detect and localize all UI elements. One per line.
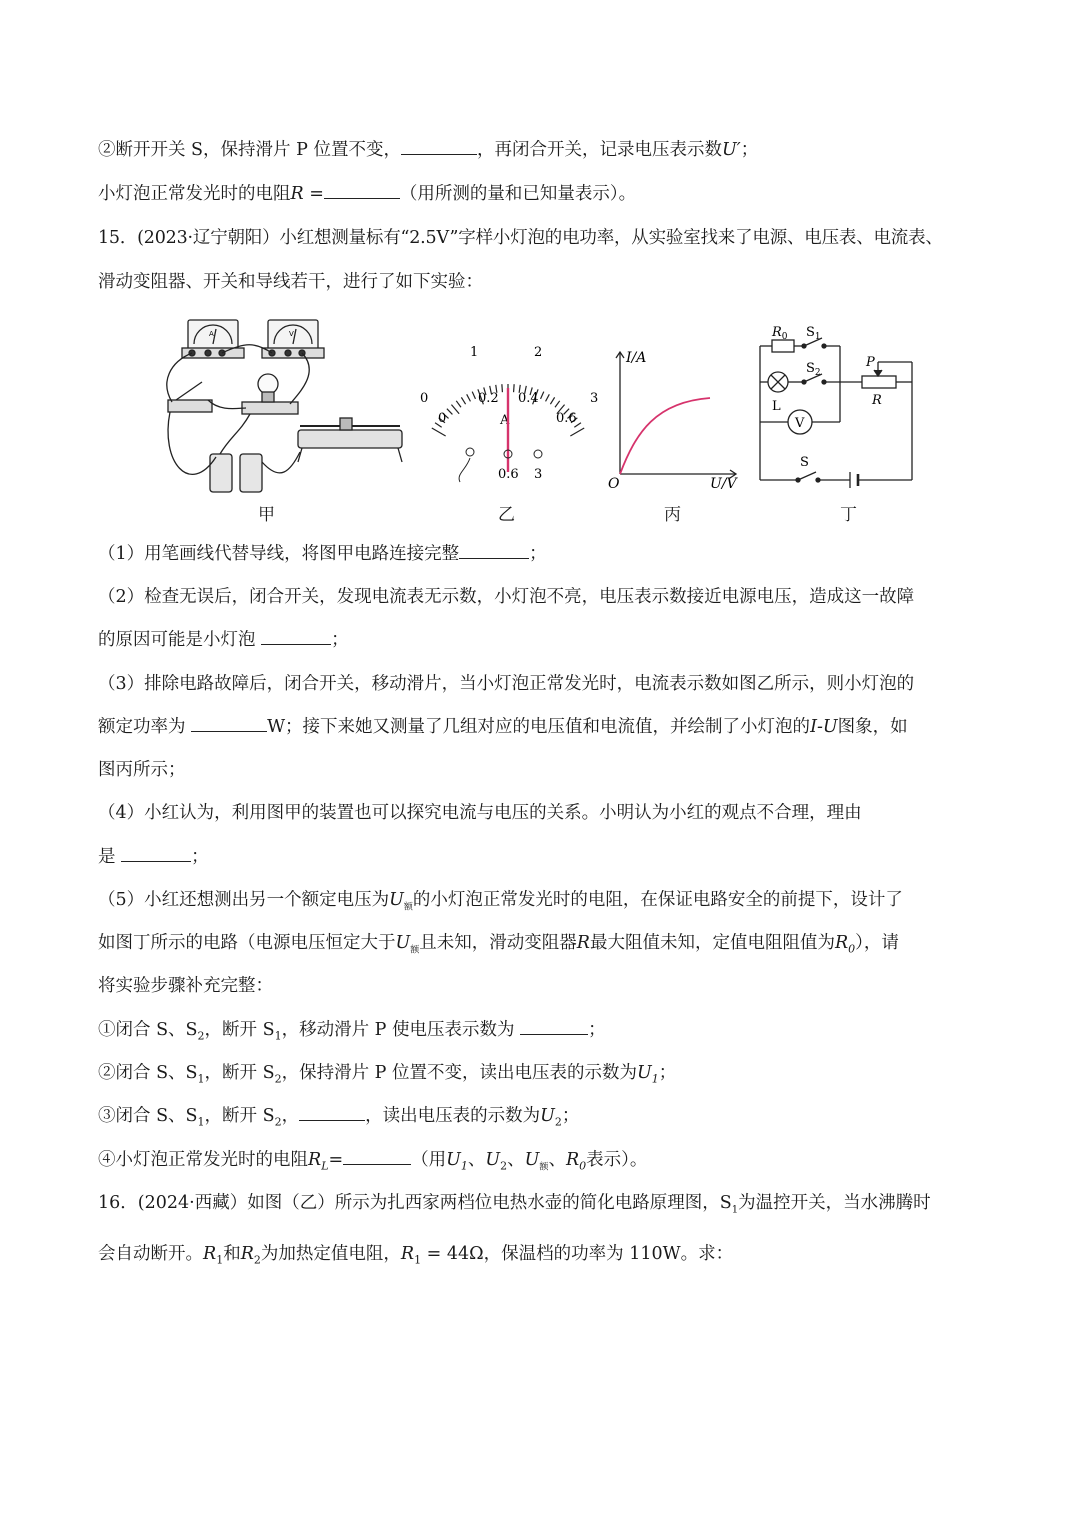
dial-tick [541, 392, 544, 399]
part-3-cont [98, 713, 908, 741]
sub: 2 [274, 1072, 282, 1086]
var: U [395, 933, 411, 953]
step-1 [98, 1016, 606, 1051]
part-4-cont [98, 843, 209, 871]
answer-blank[interactable] [324, 180, 400, 199]
text: 的小灯泡正常发光时的电阻，在保证电路安全的前提下，设计了 [412, 890, 903, 910]
text: 滑动变阻器、开关和导线若干，进行了如下实验： [98, 272, 483, 292]
sub: 0 [848, 942, 856, 956]
sub: 2 [500, 1159, 508, 1173]
var: R [565, 1150, 580, 1170]
dial-tick [432, 428, 446, 436]
var: R [203, 1244, 217, 1264]
var: R [290, 184, 304, 204]
text: ①闭合 S、S [98, 1020, 198, 1040]
text: ； [658, 1063, 677, 1083]
part-1 [98, 540, 547, 568]
dial-tick [461, 397, 465, 404]
text: 表示）。 [586, 1150, 648, 1170]
dial-tick [456, 401, 461, 407]
dial-tick [502, 384, 503, 392]
answer-blank[interactable] [299, 1102, 365, 1121]
part-3 [98, 670, 914, 698]
part-3-cont-2 [98, 756, 186, 784]
text: ； [331, 630, 349, 650]
step-2 [98, 1059, 676, 1094]
question-15-stem [98, 224, 943, 252]
text: ④小灯泡正常发光时的电阻 [98, 1150, 308, 1170]
text: 的原因可能是小灯泡 [98, 630, 262, 650]
text: （1）用笔画线代替导线，将图甲电路连接完整 [98, 544, 460, 564]
text: 15．(2023·辽宁朝阳）小红想测量标有“2.5V”字样小灯泡的电功率，从实验室找来了电源、电压表、电流表、 [98, 228, 943, 248]
figure-group [150, 312, 930, 532]
answer-blank[interactable] [459, 540, 529, 559]
question-15-stem-2 [98, 268, 483, 296]
text: ，断开 S [204, 1020, 275, 1040]
part-2 [98, 583, 914, 611]
dial-tick [447, 409, 453, 415]
sub: 额 [403, 902, 413, 913]
text: 且未知，滑动变阻器 [419, 933, 577, 953]
step-3 [98, 1102, 579, 1137]
text: 为温控开关，当水沸腾时 [738, 1193, 931, 1213]
sub: 1 [414, 1253, 422, 1267]
text: 、 [507, 1150, 525, 1170]
resistance-prev [98, 180, 636, 208]
text: ），请 [855, 933, 899, 953]
text: 图丙所示； [98, 760, 186, 780]
sub: 1 [197, 1115, 205, 1129]
label-R0: $R_0$ [772, 326, 788, 342]
label-S: S [800, 455, 809, 470]
caption-bing: 丙 [664, 505, 681, 525]
text: 将实验步骤补充完整： [98, 976, 273, 996]
var: U [446, 1150, 461, 1170]
caption-yi: 乙 [498, 505, 515, 525]
label-S2: $S_2$ [806, 361, 821, 378]
text: ； [588, 1020, 606, 1040]
part-5-cont-2 [98, 972, 273, 1000]
dial-bot-1: 0.2 [478, 391, 499, 406]
dial-tick [570, 428, 584, 436]
dial-top-3: 3 [590, 391, 599, 406]
var: R [308, 1150, 322, 1170]
sub: 1 [460, 1159, 468, 1173]
part-5 [98, 886, 903, 922]
dial-bot-2: 0.4 [518, 391, 539, 406]
graph-xlabel: U/V [710, 476, 737, 492]
terminal-label-06: 0.6 [498, 467, 519, 482]
graph-ylabel: I/A [626, 350, 647, 366]
dial-top-0: 0 [420, 391, 429, 406]
label-S1: $S_1$ [806, 326, 821, 342]
part-5-cont [98, 929, 899, 965]
sub: 1 [197, 1072, 205, 1086]
text: ②闭合 S、S [98, 1063, 198, 1083]
text: 图象，如 [837, 717, 908, 737]
text: ； [561, 1106, 580, 1126]
text: （5）小红还想测出另一个额定电压为 [98, 890, 390, 910]
dial-tick [472, 392, 475, 399]
question-16-stem [98, 1189, 931, 1225]
sub: L [321, 1159, 329, 1173]
text: （2）检查无误后，闭合开关，发现电流表无示数，小灯泡不亮，电压表示数接近电源电压，造成这一故障 [98, 587, 915, 607]
text: ②断开开关 S，保持滑片 P 位置不变， [98, 140, 401, 160]
answer-blank[interactable] [261, 626, 331, 645]
text: 最大阻值未知，定值电阻阻值为 [589, 933, 835, 953]
text: W；接下来她又测量了几组对应的电压值和电流值，并绘制了小灯泡的 [267, 717, 811, 737]
sub: 1 [651, 1072, 659, 1086]
var: U [524, 1150, 540, 1170]
var: U [389, 890, 404, 910]
text: 16．(2024·西藏）如图（乙）所示为扎西家两档位电热水壶的简化电路原理图， [98, 1193, 720, 1213]
circuit-diagram [754, 326, 924, 498]
text: ，保持滑片 P 位置不变，读出电压表的示数为 [281, 1063, 638, 1083]
dial-tick [550, 397, 554, 404]
var: R [576, 933, 590, 953]
text: ，保温档的功率为 110W。求： [483, 1244, 734, 1264]
graph-origin: O [608, 476, 620, 492]
voltmeter-letter: V [289, 330, 294, 338]
text: ； [191, 847, 209, 867]
answer-blank[interactable] [121, 843, 191, 862]
ammeter-dial [414, 346, 604, 516]
dial-tick [451, 405, 459, 414]
sub: 2 [253, 1253, 261, 1267]
sub: 1 [216, 1253, 224, 1267]
label-L: L [772, 399, 781, 414]
dial-tick [555, 401, 560, 407]
label-V: V [795, 416, 805, 431]
text: ， [281, 1106, 300, 1126]
var: R [400, 1244, 415, 1264]
question-16-stem-2 [98, 1240, 733, 1275]
ammeter-letter: A [209, 330, 214, 338]
wire-lead [459, 458, 470, 482]
step-4 [98, 1146, 647, 1182]
text: ，断开 S [204, 1063, 275, 1083]
text: （用所测的量和已知量表示）。 [399, 184, 637, 204]
label-R: R [872, 393, 882, 408]
var: U [637, 1063, 652, 1083]
text: = [303, 184, 324, 204]
iu-graph [606, 342, 746, 492]
sub: 2 [554, 1115, 562, 1129]
sub: 额 [539, 1162, 549, 1173]
terminal-3 [534, 450, 542, 458]
dial-tick [467, 394, 471, 401]
dial-bot-0: 0 [438, 411, 447, 426]
iu-curve [620, 398, 710, 474]
text: 、 [467, 1150, 486, 1170]
caption-jia: 甲 [258, 505, 275, 525]
part-2-cont [98, 626, 349, 654]
var: U [485, 1150, 501, 1170]
sub: 额 [410, 945, 420, 956]
text: 为加热定值电阻， [260, 1244, 401, 1264]
text: ，读出电压表的示数为 [365, 1106, 541, 1126]
text: 和 [223, 1244, 241, 1264]
terminal-label-3: 3 [534, 467, 543, 482]
caption-ding: 丁 [840, 505, 857, 525]
dial-tick [514, 384, 515, 392]
terminal-neg [466, 448, 474, 456]
sub: 2 [197, 1029, 205, 1043]
text: 、 [548, 1150, 566, 1170]
step-2-prev [98, 136, 758, 164]
var: U [540, 1106, 555, 1126]
text: 小灯泡正常发光时的电阻 [98, 184, 291, 204]
text: 是 [98, 847, 122, 867]
text: = [328, 1150, 344, 1170]
text: 会自动断开。 [98, 1244, 203, 1264]
text: ； [529, 544, 547, 564]
text: 额定功率为 [98, 717, 192, 737]
var: U′ [721, 140, 741, 160]
text: （4）小红认为，利用图甲的装置也可以探究电流与电压的关系。小明认为小红的观点不合理，理由 [98, 803, 862, 823]
var: I-U [810, 717, 838, 737]
label-P: P [866, 355, 875, 370]
sub: 2 [274, 1115, 282, 1129]
dial-unit: A [500, 413, 510, 428]
dial-top-2: 2 [534, 346, 543, 360]
var: S [719, 1193, 732, 1213]
answer-blank[interactable] [343, 1146, 411, 1165]
answer-blank[interactable] [401, 136, 477, 155]
text: （3）排除电路故障后，闭合开关，移动滑片，当小灯泡正常发光时，电流表示数如图乙所示，则小灯泡的 [98, 674, 915, 694]
text: ，断开 S [204, 1106, 275, 1126]
dial-top-1: 1 [470, 346, 479, 360]
text: （用 [411, 1150, 447, 1170]
sub: 0 [579, 1159, 587, 1173]
sub: 1 [274, 1029, 282, 1043]
answer-blank[interactable] [191, 713, 267, 732]
dial-tick [546, 394, 550, 401]
text: ③闭合 S、S [98, 1106, 198, 1126]
dial-bot-3: 0.6 [556, 411, 577, 426]
text: 如图丁所示的电路（电源电压恒定大于 [98, 933, 396, 953]
var: R [834, 933, 849, 953]
apparatus-diagram [150, 312, 420, 502]
part-4 [98, 799, 862, 827]
text: ； [740, 140, 759, 160]
answer-blank[interactable] [520, 1016, 588, 1035]
value: = 44Ω [421, 1244, 484, 1264]
var: R [240, 1244, 254, 1264]
text: ，再闭合开关，记录电压表示数 [476, 140, 722, 160]
sub: 1 [731, 1204, 739, 1216]
text: ，移动滑片 P 使电压表示数为 [281, 1020, 521, 1040]
